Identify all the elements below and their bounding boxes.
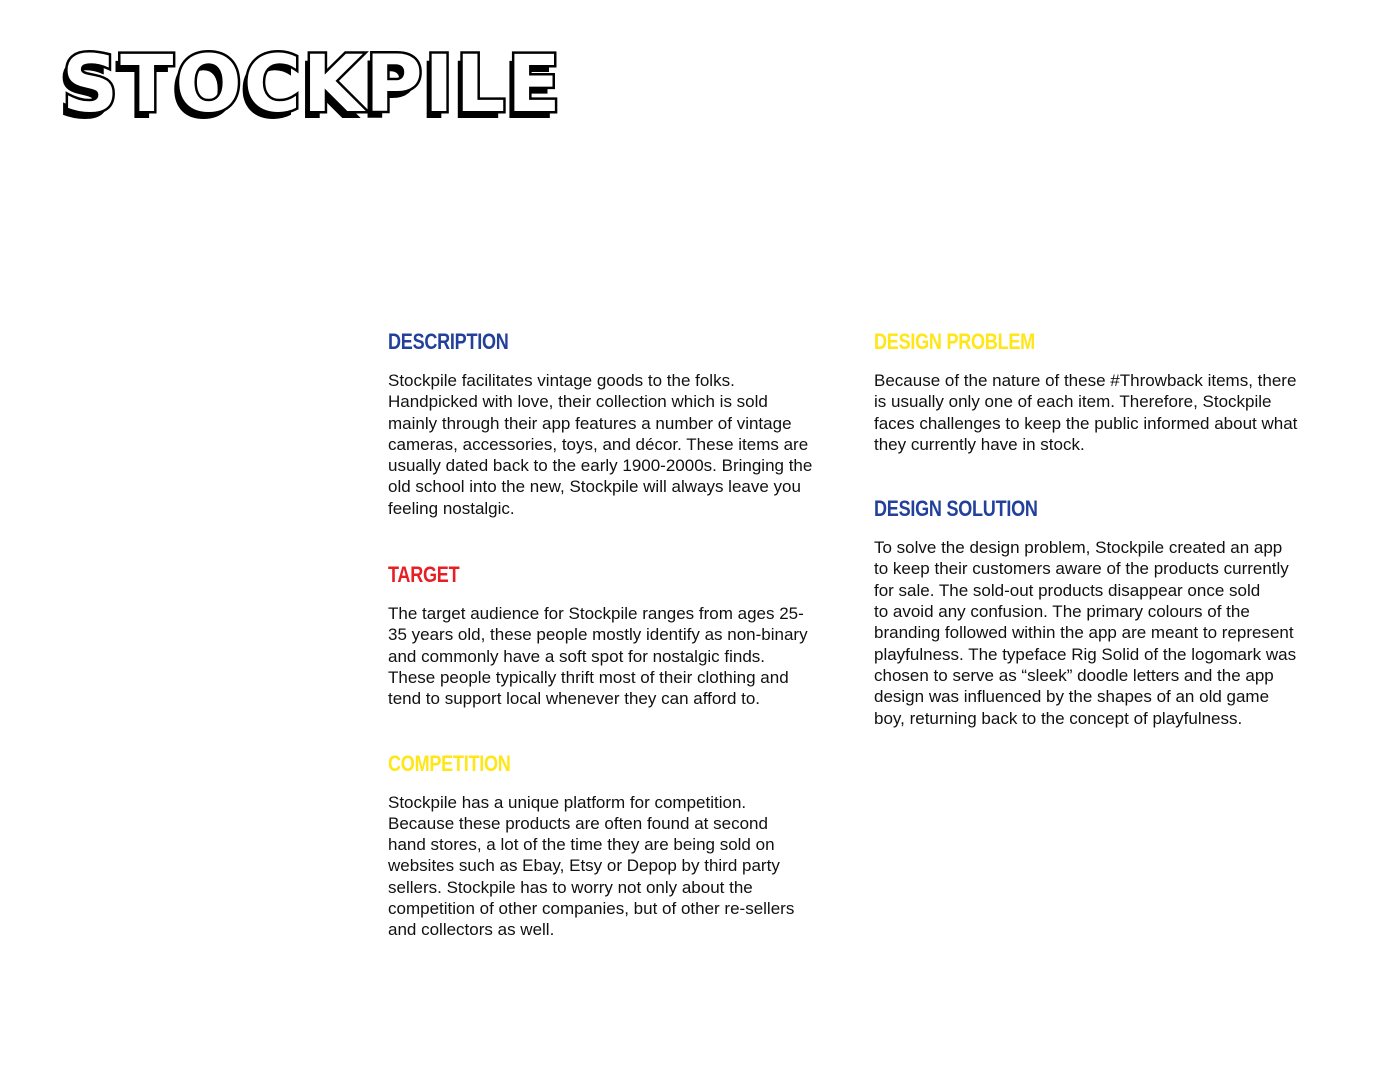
target-heading: TARGET: [388, 562, 460, 588]
target-text: The target audience for Stockpile ranges from ages 25- 35 years old, these people mostly identify as non-binary and commonly have a soft spot for nostalgic finds. These people typically thrift most of their clothing and tend to support local whenever they can afford to.: [388, 604, 808, 709]
design-problem-section: [874, 328, 1344, 455]
design-problem-heading: DESIGN PROBLEM: [874, 329, 1035, 354]
design-problem-text: Because of the nature of these #Throwback items, there is usually only one of each item. Therefore, Stockpile faces challenges to keep the public informed about what they currently have in stock.: [874, 371, 1298, 454]
competition-heading: COMPETITION: [388, 750, 511, 776]
design-solution-section: [874, 495, 1344, 729]
design-solution-heading: DESIGN SOLUTION: [874, 496, 1038, 522]
stockpile-logo: STOCKPILE: [62, 40, 563, 130]
design-solution-text: To solve the design problem, Stockpile created an app to keep their customers aware of the products currently for sale. The sold-out products disappear once sold to avoid any confusion. The primary colours of the branding followed within the app are meant to represent playfulness. The typeface Rig Solid of the logomark was chosen to serve as “sleek” doodle letters and the app design was influenced by the shapes of an old game boy, returning back to the concept of playfulness.: [874, 538, 1297, 728]
description-heading: DESCRIPTION: [388, 329, 509, 354]
competition-text: Stockpile has a unique platform for competition. Because these products are often found at second hand stores, a lot of the time they are being sold on websites such as Ebay, Etsy or Depop by third party sellers. Stockpile has to worry not only about the competition of other companies, but of other re-sellers and collectors as well.: [388, 792, 795, 940]
target-section: [388, 561, 853, 709]
right-column: [874, 328, 1344, 729]
description-section: [388, 328, 853, 519]
left-column: [388, 328, 853, 941]
description-text: Stockpile facilitates vintage goods to the folks. Handpicked with love, their collection which is sold mainly through their app features a number of vintage cameras, accessories, toys, and décor. These items are usually dated back to the early 1900-2000s. Bringing the old school into the new, Stockpile will always leave you feeling nostalgic.: [388, 371, 813, 518]
competition-section: [388, 750, 853, 941]
